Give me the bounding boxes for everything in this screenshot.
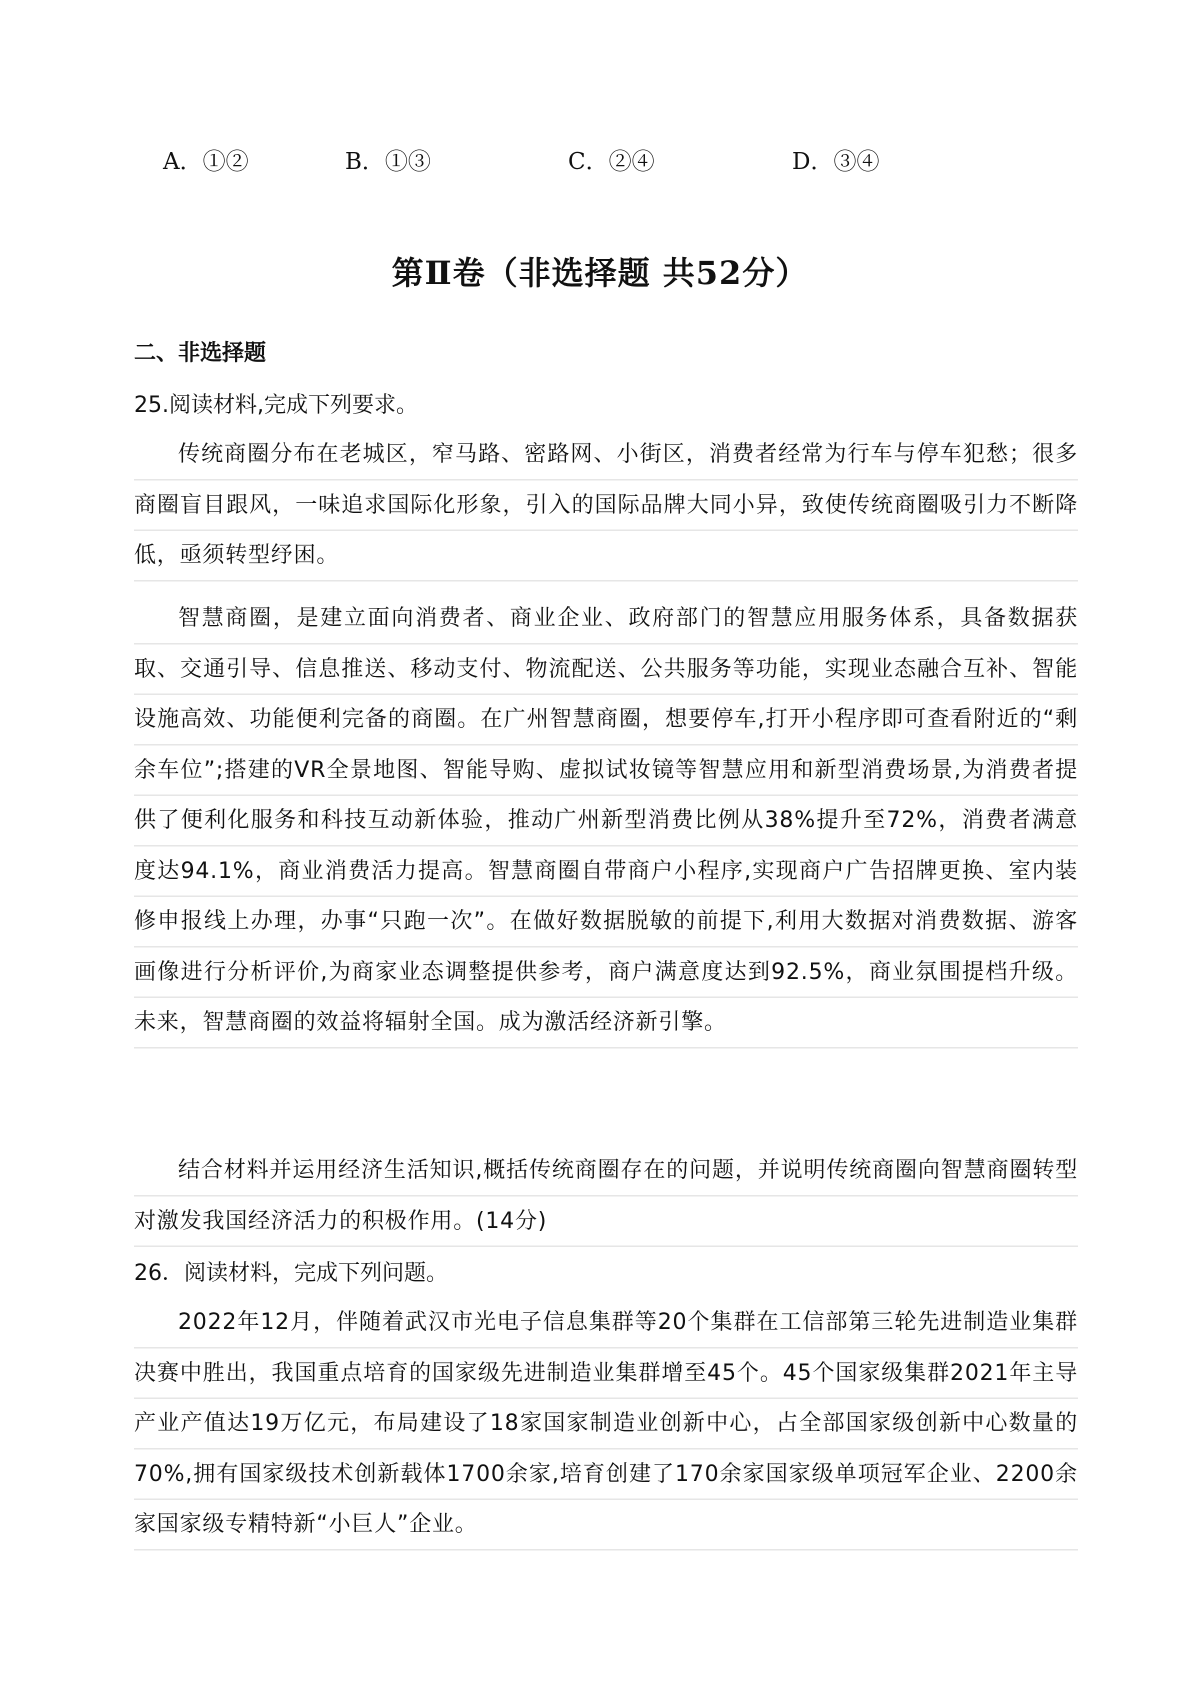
answer-options: [0, 143, 1200, 183]
question-25-head: 25.阅读材料,完成下列要求。: [134, 393, 418, 418]
question-25-paragraph-1: 传统商圈分布在老城区，窄马路、密路网、小街区，消费者经常为行车与停车犯愁；很多商圈盲目跟风，一味追求国际化形象，引入的国际品牌大同小异，致使传统商圈吸引力不断降低，亟须转型纾困。: [134, 430, 1078, 582]
option-b: B．①③: [345, 149, 431, 175]
question-26-paragraph-1: 2022年12月，伴随着武汉市光电子信息集群等20个集群在工信部第三轮先进制造业集群决赛中胜出，我国重点培育的国家级先进制造业集群增至45个。45个国家级集群2021年主导产业产值达19万亿元，布局建设了18家国家制造业创新中心，占全部国家级创新中心数量的70%,拥有国家级技术创新载体1700余家,培育创建了170余家国家级单项冠军企业、2200余家国家级专精特新“小巨人”企业。: [134, 1298, 1078, 1551]
question-25-prompt: 结合材料并运用经济生活知识,概括传统商圈存在的问题，并说明传统商圈向智慧商圈转型对激发我国经济活力的积极作用。(14分): [134, 1146, 1078, 1247]
option-a: A．①②: [163, 149, 249, 175]
option-d: D．③④: [792, 149, 880, 175]
question-25-paragraph-2: 智慧商圈，是建立面向消费者、商业企业、政府部门的智慧应用服务体系，具备数据获取、交通引导、信息推送、移动支付、物流配送、公共服务等功能，实现业态融合互补、智能设施高效、功能便利完备的商圈。在广州智慧商圈，想要停车,打开小程序即可查看附近的“剩余车位”;搭建的VR全景地图、智能导购、虚拟试妆镜等智慧应用和新型消费场景,为消费者提供了便利化服务和科技互动新体验，推动广州新型消费比例从38%提升至72%，消费者满意度达94.1%，商业消费活力提高。智慧商圈自带商户小程序,实现商户广告招牌更换、室内装修申报线上办理，办事“只跑一次”。在做好数据脱敏的前提下,利用大数据对消费数据、游客画像进行分析评价,为商家业态调整提供参考，商户满意度达到92.5%，商业氛围提档升级。未来，智慧商圈的效益将辐射全国。成为激活经济新引擎。: [134, 594, 1078, 1049]
section-title: 第Ⅱ卷（非选择题 共52分）: [391, 254, 809, 292]
subsection-title: 二、非选择题: [134, 341, 267, 366]
option-c: C．②④: [568, 149, 655, 175]
question-26-head: 26．阅读材料，完成下列问题。: [134, 1261, 448, 1286]
